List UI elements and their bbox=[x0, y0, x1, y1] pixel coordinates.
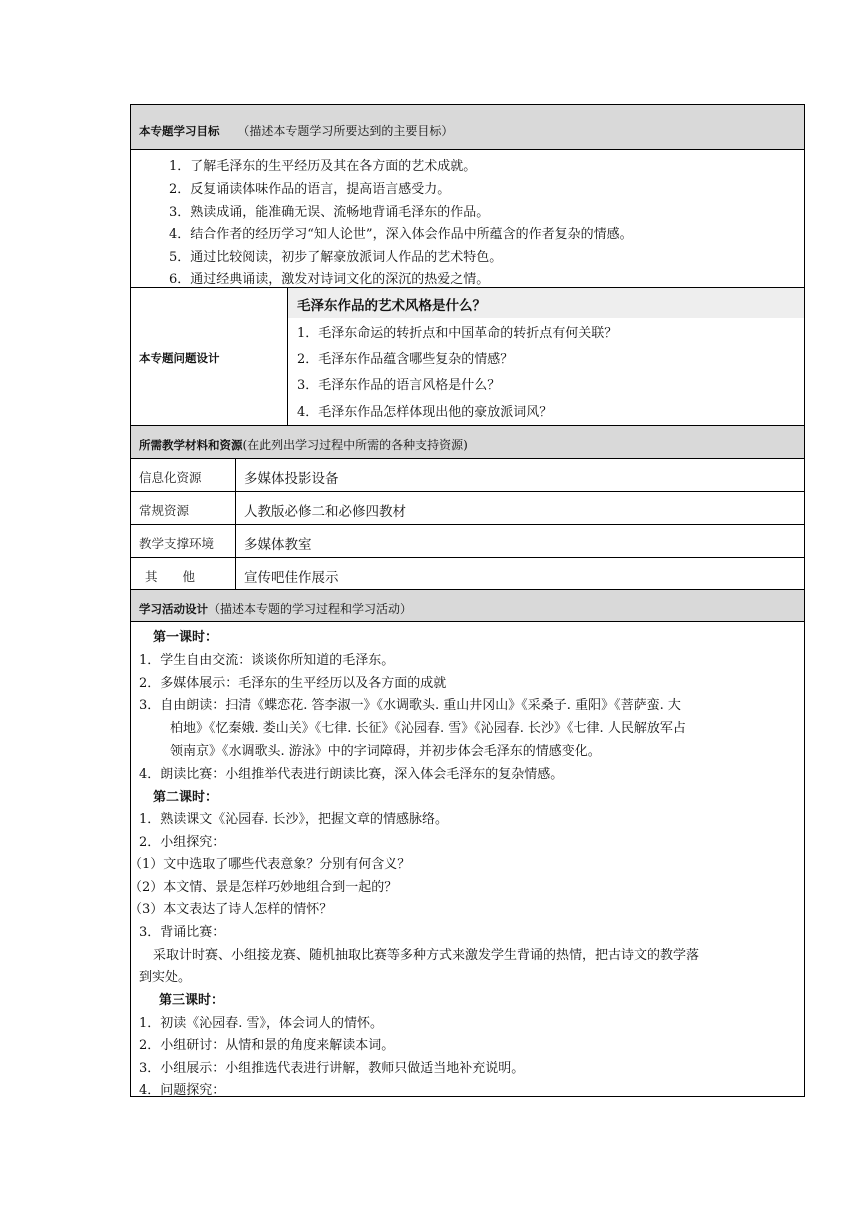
activity-item: 采取计时赛、小组接龙赛、随机抽取比赛等多种方式来激发学生背诵的热情，把古诗文的教学落 bbox=[153, 948, 700, 963]
goal-item: 6．通过经典诵读，激发对诗词文化的深沉的热爱之情。 bbox=[169, 272, 490, 287]
activity-item: （2）本文情、景是怎样巧妙地组合到一起的？ bbox=[129, 880, 398, 895]
activity-item: 3．自由朗读：扫清《蝶恋花. 答李淑一》《水调歌头. 重山井冈山》《采桑子. 重阳》《菩萨蛮. 大 bbox=[139, 698, 681, 713]
activity-item: 3．背诵比赛： bbox=[139, 925, 226, 940]
resource-label: 其 他 bbox=[145, 569, 196, 584]
activity-item: （1）文中选取了哪些代表意象？分别有何含义？ bbox=[129, 857, 411, 872]
question-item: 3．毛泽东作品的语言风格是什么？ bbox=[297, 378, 501, 393]
resources-header bbox=[131, 426, 804, 459]
lesson-heading: 第三课时： bbox=[159, 993, 225, 1008]
lesson-heading: 第一课时： bbox=[153, 630, 219, 645]
activities-note: （描述本专题的学习过程和学习活动） bbox=[208, 602, 413, 616]
question-item: 2．毛泽东作品蕴含哪些复杂的情感？ bbox=[297, 352, 514, 367]
goals-title: 本专题学习目标 bbox=[139, 124, 220, 138]
question-item: 1．毛泽东命运的转折点和中国革命的转折点有何关联？ bbox=[297, 326, 618, 341]
resource-value: 多媒体投影设备 bbox=[244, 471, 339, 487]
divider bbox=[131, 557, 804, 558]
resources-note: (在此列出学习过程中所需的各种支持资源) bbox=[242, 438, 468, 452]
activity-item: 柏地》《忆秦娥. 娄山关》《七律. 长征》《沁园春. 雪》《沁园春. 长沙》《七律. 人民解放军占 bbox=[170, 721, 686, 736]
lesson-heading: 第二课时： bbox=[153, 790, 219, 805]
activity-item: 4．朗读比赛：小组推举代表进行朗读比赛，深入体会毛泽东的复杂情感。 bbox=[139, 767, 564, 782]
questions-main: 毛泽东作品的艺术风格是什么？ bbox=[297, 298, 486, 314]
goals-header bbox=[131, 105, 804, 150]
goals-note: （描述本专题学习所要达到的主要目标） bbox=[237, 124, 454, 138]
divider bbox=[131, 491, 804, 492]
activities-title: 学习活动设计 bbox=[139, 602, 208, 616]
activity-item: 1．学生自由交流：谈谈你所知道的毛泽东。 bbox=[139, 653, 395, 668]
activity-item: （3）本文表达了诗人怎样的情怀？ bbox=[129, 902, 333, 917]
questions-label: 本专题问题设计 bbox=[139, 351, 220, 365]
goal-item: 2．反复诵读体味作品的语言，提高语言感受力。 bbox=[169, 182, 451, 197]
activity-item: 1．熟读课文《沁园春. 长沙》，把握文章的情感脉络。 bbox=[139, 812, 449, 827]
activity-item: 到实处。 bbox=[139, 970, 192, 985]
lesson-plan-table bbox=[130, 104, 805, 1097]
goal-item: 5．通过比较阅读，初步了解豪放派词人作品的艺术特色。 bbox=[169, 250, 503, 265]
activity-item: 1．初读《沁园春. 雪》，体会词人的情怀。 bbox=[139, 1016, 384, 1031]
resource-value: 多媒体教室 bbox=[244, 537, 312, 553]
resource-label: 教学支撑环境 bbox=[139, 536, 215, 551]
goal-item: 3．熟读成诵，能准确无误、流畅地背诵毛泽东的作品。 bbox=[169, 205, 490, 220]
resource-value: 宣传吧佳作展示 bbox=[244, 570, 339, 586]
goal-item: 1．了解毛泽东的生平经历及其在各方面的艺术成就。 bbox=[169, 159, 477, 174]
resources-title: 所需教学材料和资源 bbox=[139, 438, 243, 452]
resource-value: 人教版必修二和必修四教材 bbox=[244, 504, 406, 520]
resource-label: 常规资源 bbox=[139, 503, 190, 518]
goal-item: 4．结合作者的经历学习“知人论世”，深入体会作品中所蕴含的作者复杂的情感。 bbox=[169, 227, 633, 242]
divider bbox=[131, 524, 804, 525]
activity-item: 4．问题探究： bbox=[139, 1083, 226, 1098]
activities-header bbox=[131, 590, 804, 622]
activity-item: 领南京》《水调歌头. 游泳》中的字词障碍，并初步体会毛泽东的情感变化。 bbox=[170, 744, 601, 759]
activity-item: 2．小组探究： bbox=[139, 835, 226, 850]
question-item: 4．毛泽东作品怎样体现出他的豪放派词风？ bbox=[297, 405, 553, 420]
resource-label: 信息化资源 bbox=[139, 470, 202, 485]
activity-item: 2．多媒体展示：毛泽东的生平经历以及各方面的成就 bbox=[139, 676, 447, 691]
activity-item: 2．小组研讨：从情和景的角度来解读本词。 bbox=[139, 1038, 395, 1053]
activity-item: 3．小组展示：小组推选代表进行讲解，教师只做适当地补充说明。 bbox=[139, 1061, 525, 1076]
